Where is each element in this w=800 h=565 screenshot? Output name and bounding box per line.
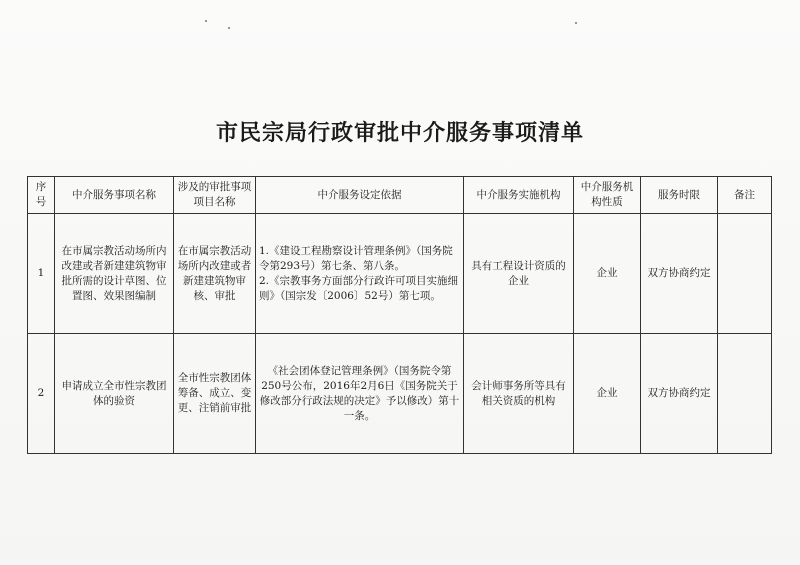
column-header: 涉及的审批事项项目名称 [174, 177, 256, 214]
column-header: 中介服务事项名称 [55, 177, 174, 214]
legal-basis [256, 334, 464, 454]
implementing-agency: 具有工程设计资质的企业 [464, 214, 574, 334]
remark [718, 214, 772, 334]
column-header: 中介服务设定依据 [256, 177, 464, 214]
scan-speck [228, 27, 230, 29]
service-name: 在市属宗教活动场所内改建或者新建建筑物审批所需的设计草图、位置图、效果图编制 [55, 214, 174, 334]
page-title: 市民宗局行政审批中介服务事项清单 [215, 121, 584, 146]
table-header-row [28, 177, 772, 214]
row-number: 2 [28, 334, 55, 454]
table-row [28, 334, 772, 454]
basis-line: 2.《宗教事务方面部分行政许可项目实施细则》（国宗发〔2006〕52号）第七项。 [259, 274, 459, 302]
service-name: 申请成立全市性宗教团体的验资 [55, 334, 174, 454]
row-number: 1 [28, 214, 55, 334]
basis-line: 1.《建设工程勘察设计管理条例》（国务院令第293号）第七条、第八条。 [259, 244, 453, 272]
legal-basis [256, 214, 464, 334]
agency-nature: 企业 [574, 214, 641, 334]
time-limit: 双方协商约定 [641, 214, 718, 334]
service-table [27, 176, 772, 454]
scan-speck [205, 20, 207, 22]
column-header: 中介服务机构性质 [574, 177, 641, 214]
column-header: 序号 [28, 177, 55, 214]
table-row [28, 214, 772, 334]
scan-speck [575, 22, 577, 24]
approval-item: 全市性宗教团体筹备、成立、变更、注销前审批 [174, 334, 256, 454]
column-header: 备注 [718, 177, 772, 214]
column-header: 服务时限 [641, 177, 718, 214]
time-limit: 双方协商约定 [641, 334, 718, 454]
approval-item: 在市属宗教活动场所内改建或者新建建筑物审核、审批 [174, 214, 256, 334]
remark [718, 334, 772, 454]
agency-nature: 企业 [574, 334, 641, 454]
column-header: 中介服务实施机构 [464, 177, 574, 214]
basis-line: 《社会团体登记管理条例》（国务院令第250号公布，2016年2月6日《国务院关于修改部分行政法规的决定》予以修改）第十一条。 [259, 364, 460, 422]
implementing-agency: 会计师事务所等具有相关资质的机构 [464, 334, 574, 454]
